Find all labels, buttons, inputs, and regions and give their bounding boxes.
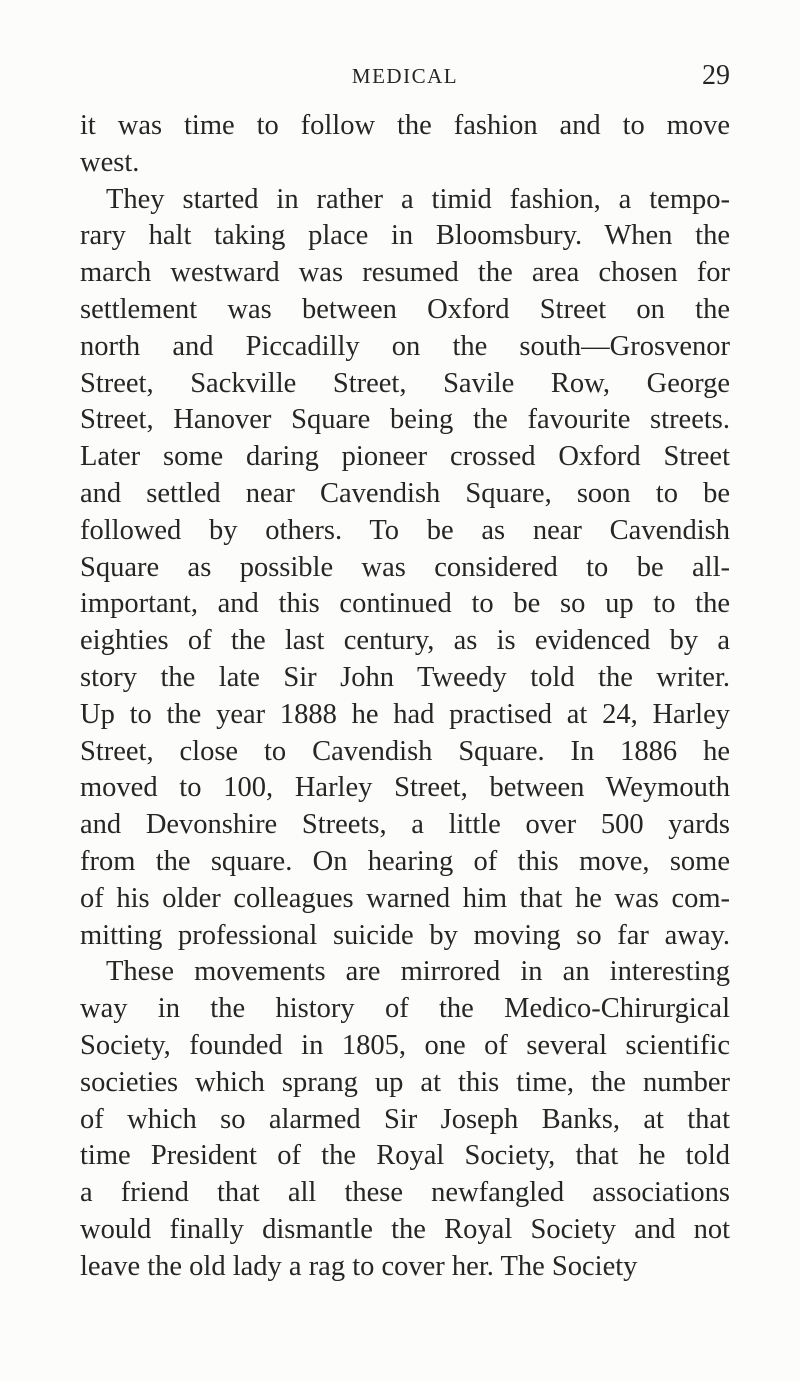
running-head (80, 60, 730, 100)
text-line: Street, close to Cavendish Square. In 1886 he (80, 735, 730, 767)
text-line: moved to 100, Harley Street, between Weymouth (80, 772, 730, 804)
text-line: it was time to follow the fashion and to move (80, 110, 730, 141)
text-line: a friend that all these newfangled associations (80, 1177, 730, 1209)
text-line: of which so alarmed Sir Joseph Banks, at that (80, 1103, 730, 1135)
text-line: societies which sprang up at this time, the number (80, 1066, 730, 1098)
text-line: Street, Sackville Street, Savile Row, George (80, 367, 730, 399)
text-line: followed by others. To be as near Cavendish (80, 514, 730, 546)
text-line: leave the old lady a rag to cover her. The Society (80, 1250, 638, 1282)
text-line: story the late Sir John Tweedy told the writer. (80, 661, 730, 693)
text-line: way in the history of the Medico-Chirurgical (80, 993, 730, 1025)
text-line: They started in rather a timid fashion, a tempo- (106, 183, 730, 215)
text-line: mitting professional suicide by moving so far away. (80, 919, 730, 951)
page-number: 29 (702, 60, 730, 91)
running-title: MEDICAL (351, 64, 459, 88)
text-line: Up to the year 1888 he had practised at 24, Harley (80, 698, 730, 730)
body-text (80, 108, 730, 1286)
text-line: settlement was between Oxford Street on the (80, 293, 730, 325)
text-line: and Devonshire Streets, a little over 500 yards (80, 809, 730, 841)
text-line: of his older colleagues warned him that he was com- (80, 882, 730, 914)
text-line: time President of the Royal Society, that he told (80, 1140, 730, 1172)
text-line: Later some daring pioneer crossed Oxford Street (80, 441, 730, 473)
text-line: Street, Hanover Square being the favourite streets. (80, 404, 730, 436)
text-line: eighties of the last century, as is evidenced by a (80, 625, 730, 657)
text-line: and settled near Cavendish Square, soon to be (80, 477, 730, 509)
text-line: west. (80, 146, 140, 178)
text-line: would finally dismantle the Royal Society and not (80, 1213, 730, 1245)
text-line: from the square. On hearing of this move, some (80, 845, 730, 877)
text-line: Square as possible was considered to be all- (80, 551, 730, 583)
text-line: Society, founded in 1805, one of several scientific (80, 1029, 730, 1061)
text-line: march westward was resumed the area chosen for (80, 257, 730, 289)
text-line: These movements are mirrored in an interesting (106, 956, 730, 988)
text-line: important, and this continued to be so up to the (80, 588, 730, 620)
text-line: north and Piccadilly on the south—Grosvenor (80, 330, 730, 362)
text-line: rary halt taking place in Bloomsbury. When the (80, 220, 730, 252)
